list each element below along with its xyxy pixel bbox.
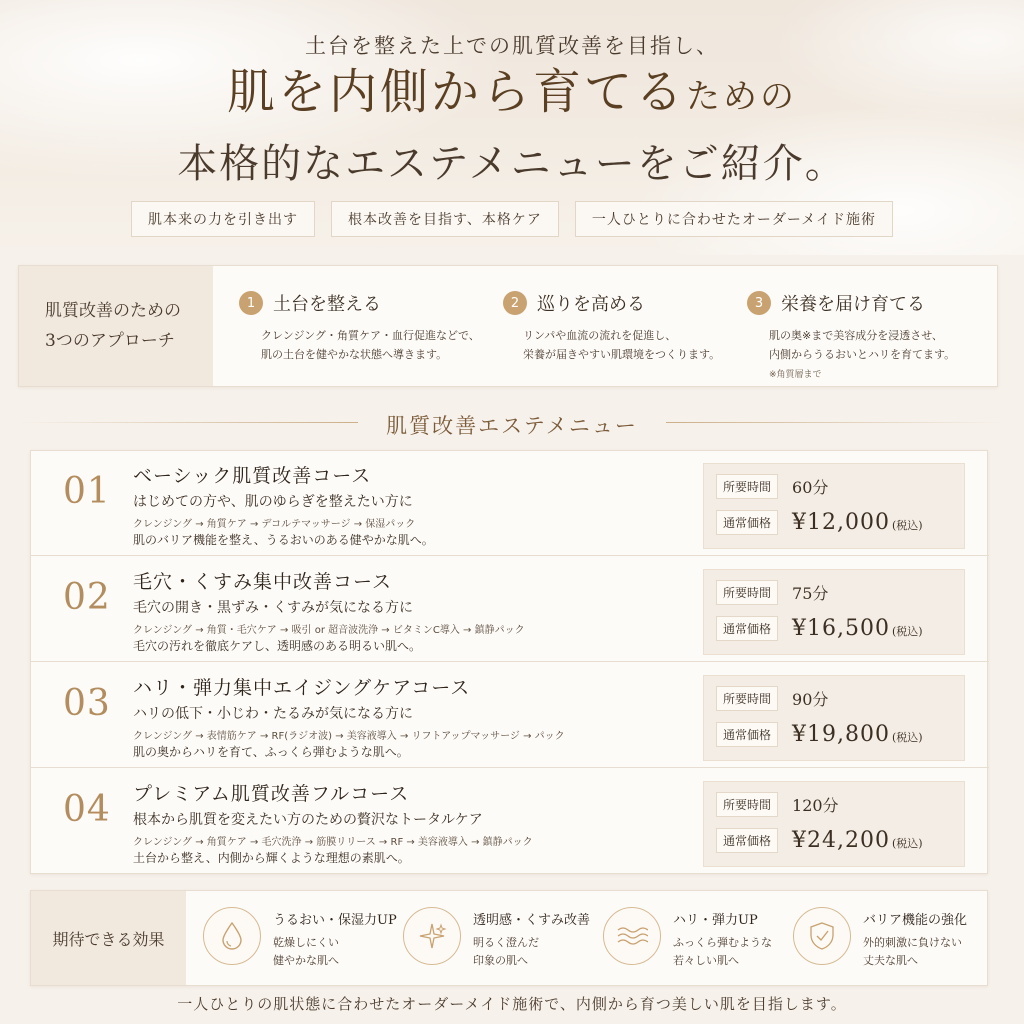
effect-desc: 健やかな肌へ <box>273 954 339 967</box>
course-result: 肌の奥からハリを育て、ふっくら弾むような肌へ。 <box>133 745 409 759</box>
price-box <box>703 463 965 549</box>
effect-desc: 明るく澄んだ <box>473 936 539 949</box>
shield-check-icon <box>793 907 851 965</box>
hero-title <box>0 62 1024 127</box>
effect-title: バリア機能の強化 <box>863 913 968 928</box>
price-label: 通常価格 <box>716 722 778 747</box>
approach-number: 1 <box>239 291 263 315</box>
course-number: 03 <box>63 683 111 724</box>
time-label: 所要時間 <box>716 474 778 499</box>
course-flow: クレンジング → 表情筋ケア → RF(ラジオ波) → 美容液導入 → リフトアップマッサージ → パック <box>133 731 565 742</box>
time-label: 所要時間 <box>716 792 778 817</box>
hero-title-main: 肌を内側から育てる <box>226 64 686 120</box>
course-row <box>31 663 989 768</box>
course-target: 根本から肌質を変えたい方のための贅沢なトータルケア <box>133 812 483 828</box>
approach-label: 肌質改善のための 3つのアプローチ <box>19 266 213 386</box>
course-title: ベーシック肌質改善コース <box>133 465 372 487</box>
water-drop-icon <box>203 907 261 965</box>
price-box <box>703 781 965 867</box>
footer-text: 一人ひとりの肌状態に合わせたオーダーメイド施術で、内側から育つ美しい肌を目指します。 <box>177 995 847 1013</box>
hero-tag: 根本改善を目指す、本格ケア <box>331 201 559 237</box>
hero-tag: 肌本来の力を引き出す <box>131 201 315 237</box>
hero-title-line2: 本格的なエステメニューをご紹介。 <box>177 141 847 187</box>
approach-item <box>747 290 955 385</box>
hero-subtitle: 土台を整えた上での肌質改善を目指し、 <box>305 34 719 58</box>
approach-card <box>18 265 998 387</box>
course-price: ¥24,200 <box>792 828 890 853</box>
approach-title: 巡りを高める <box>537 294 645 315</box>
course-number: 02 <box>63 577 111 618</box>
time-label: 所要時間 <box>716 580 778 605</box>
effect-desc: 外的刺激に負けない <box>863 936 962 949</box>
effect-title: ハリ・弾力UP <box>673 913 758 928</box>
course-time: 75分 <box>792 584 829 603</box>
tax-note: (税込) <box>892 519 923 532</box>
course-number: 04 <box>63 789 111 830</box>
time-label: 所要時間 <box>716 686 778 711</box>
waves-icon <box>603 907 661 965</box>
hero-tags <box>0 201 1024 237</box>
effect-desc: 印象の肌へ <box>473 954 528 967</box>
effect-desc: ふっくら弾むような <box>673 936 772 949</box>
menu-card <box>30 450 988 874</box>
approach-desc: クレンジング・角質ケア・血行促進などで、 <box>261 329 480 342</box>
course-title: プレミアム肌質改善フルコース <box>133 783 410 805</box>
tax-note: (税込) <box>892 625 923 638</box>
course-flow: クレンジング → 角質ケア → デコルテマッサージ → 保湿パック <box>133 519 416 530</box>
hero-title-small: ための <box>686 77 797 117</box>
price-label: 通常価格 <box>716 510 778 535</box>
course-title: ハリ・弾力集中エイジングケアコース <box>133 677 471 699</box>
price-label: 通常価格 <box>716 616 778 641</box>
course-row <box>31 557 989 662</box>
course-result: 土台から整え、内側から輝くような理想の素肌へ。 <box>133 851 410 865</box>
course-time: 120分 <box>792 796 839 815</box>
course-target: はじめての方や、肌のゆらぎを整えたい方に <box>133 494 413 510</box>
effect-desc: 丈夫な肌へ <box>863 954 918 967</box>
effect-title: うるおい・保湿力UP <box>273 913 397 928</box>
sparkle-icon <box>403 907 461 965</box>
course-price: ¥16,500 <box>792 616 890 641</box>
effect-item <box>793 907 967 970</box>
hero-section <box>0 0 1024 255</box>
divider-right <box>666 422 1006 423</box>
course-target: 毛穴の開き・黒ずみ・くすみが気になる方に <box>133 600 413 616</box>
effect-title: 透明感・くすみ改善 <box>473 913 591 928</box>
tax-note: (税込) <box>892 731 923 744</box>
effect-item <box>603 907 772 970</box>
tax-note: (税込) <box>892 837 923 850</box>
approach-title: 栄養を届け育てる <box>781 294 925 315</box>
price-box <box>703 569 965 655</box>
course-result: 肌のバリア機能を整え、うるおいのある健やかな肌へ。 <box>133 533 434 547</box>
course-target: ハリの低下・小じわ・たるみが気になる方に <box>133 706 413 722</box>
approach-desc: 内側からうるおいとハリを育てます。 <box>769 348 956 361</box>
course-number: 01 <box>63 471 111 512</box>
course-time: 60分 <box>792 478 829 497</box>
course-title: 毛穴・くすみ集中改善コース <box>133 571 393 593</box>
approach-number: 3 <box>747 291 771 315</box>
approach-number: 2 <box>503 291 527 315</box>
course-row <box>31 769 989 874</box>
course-price: ¥19,800 <box>792 722 890 747</box>
course-price: ¥12,000 <box>792 510 890 535</box>
approach-desc: 肌の奥※まで美容成分を浸透させ、 <box>769 329 943 342</box>
effects-card <box>30 890 988 986</box>
approach-item <box>503 290 720 364</box>
price-label: 通常価格 <box>716 828 778 853</box>
approach-item <box>239 290 480 364</box>
course-flow: クレンジング → 角質・毛穴ケア → 吸引 or 超音波洗浄 → ビタミンC導入 → 鎮静パック <box>133 625 525 636</box>
approach-desc: 肌の土台を健やかな状態へ導きます。 <box>261 348 448 361</box>
effect-item <box>403 907 590 970</box>
course-flow: クレンジング → 角質ケア → 毛穴洗浄 → 筋膜リリース → RF → 美容液導入 → 鎮静パック <box>133 837 533 848</box>
effect-desc: 乾燥しにくい <box>273 936 339 949</box>
price-box <box>703 675 965 761</box>
course-result: 毛穴の汚れを徹底ケアし、透明感のある明るい肌へ。 <box>133 639 422 653</box>
effects-label: 期待できる効果 <box>31 891 186 985</box>
menu-section-title: 肌質改善エステメニュー <box>386 414 638 438</box>
course-row <box>31 451 989 556</box>
approach-desc: リンパや血流の流れを促進し、 <box>523 329 677 342</box>
effect-desc: 若々しい肌へ <box>673 954 739 967</box>
approach-title: 土台を整える <box>273 294 381 315</box>
course-time: 90分 <box>792 690 829 709</box>
effect-item <box>203 907 397 970</box>
approach-note: ※角質層まで <box>769 370 822 380</box>
hero-tag: 一人ひとりに合わせたオーダーメイド施術 <box>575 201 893 237</box>
approach-desc: 栄養が届きやすい肌環境をつくります。 <box>523 348 721 361</box>
